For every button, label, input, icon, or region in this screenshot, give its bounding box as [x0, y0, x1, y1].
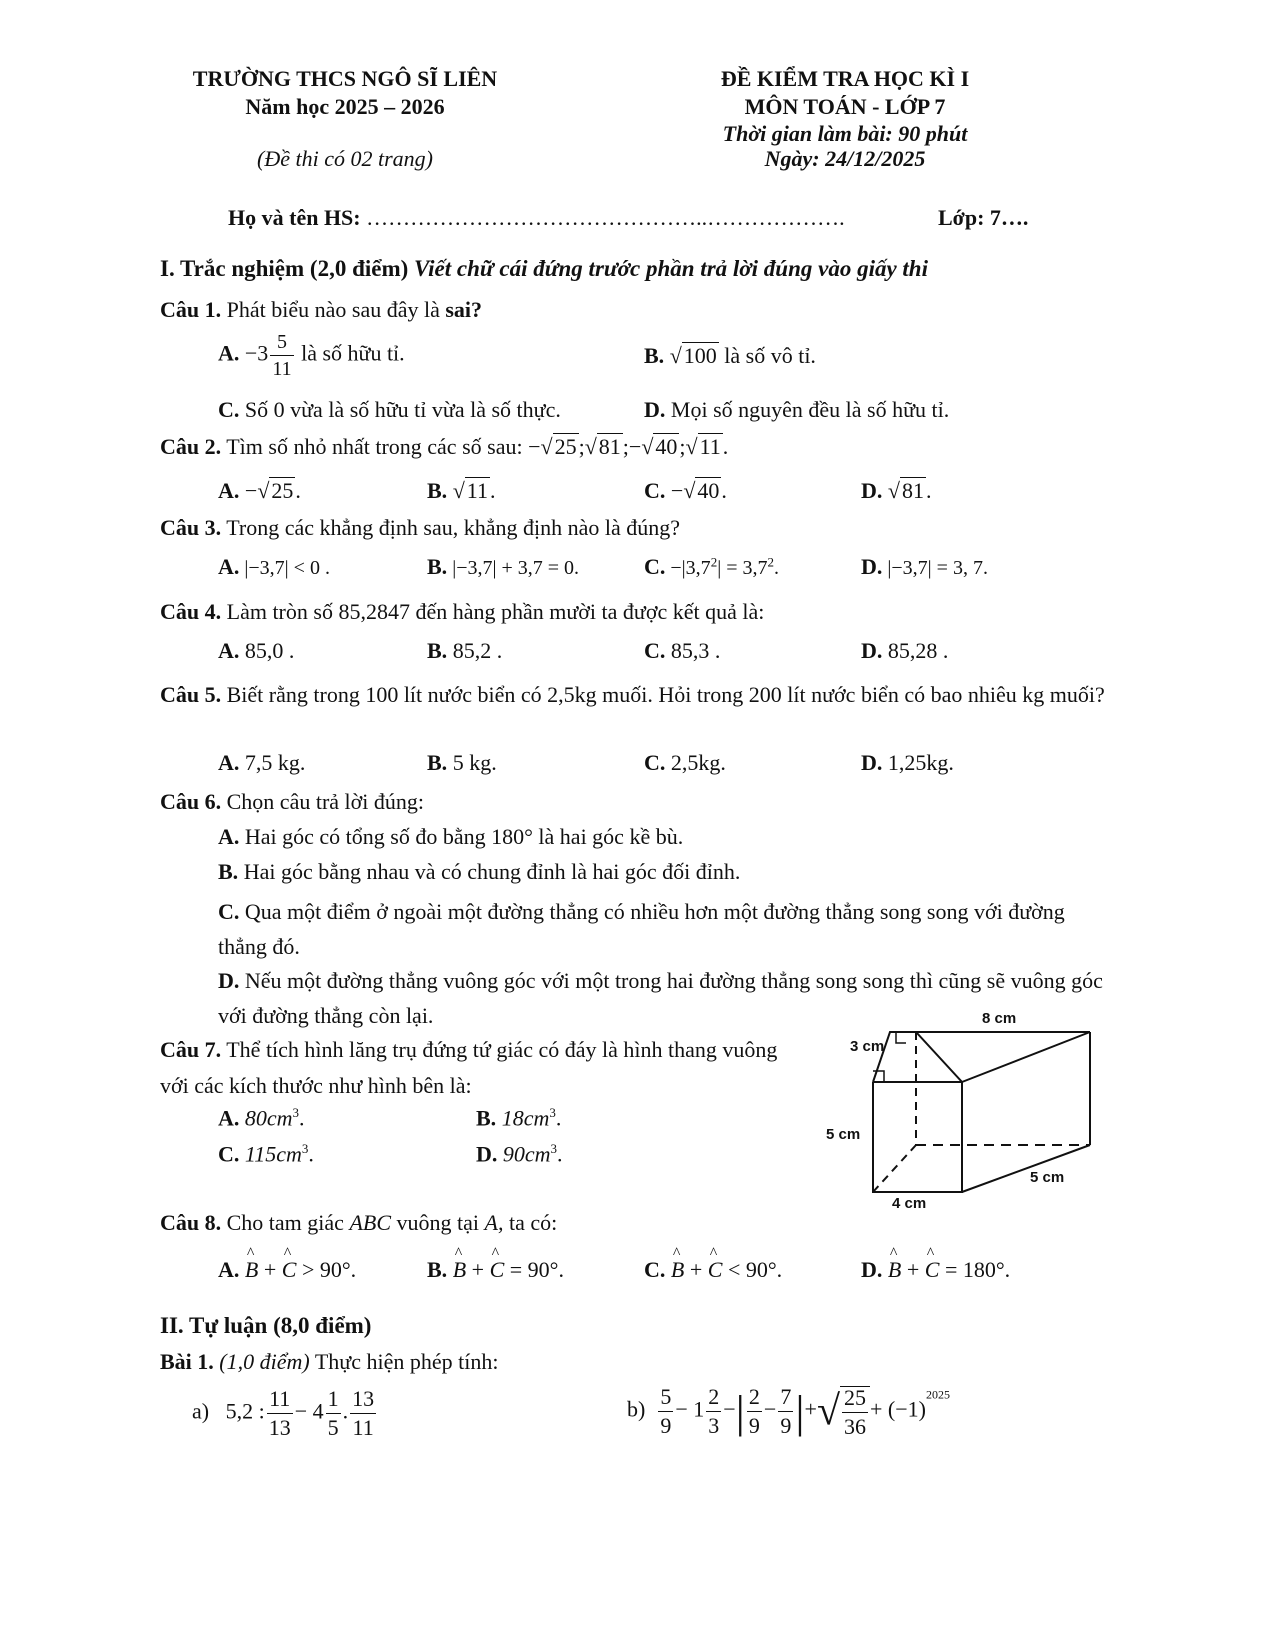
q1-option-a: A. −3 $\frac{5}{11}$ là số hữu tỉ. — [218, 331, 405, 380]
q1-option-b: B. √100 là số vô tỉ. — [644, 343, 816, 368]
prism-figure — [820, 1005, 1110, 1215]
school-name: TRƯỜNG THCS NGÔ SĨ LIÊN — [192, 66, 498, 91]
q6-option-b: B. Hai góc bằng nhau và có chung đỉnh là hai góc đối đỉnh. — [218, 859, 741, 884]
q3-option-d: D. |−3,7| = 3, 7. — [861, 554, 988, 579]
q6-label: Câu 6. — [160, 789, 222, 814]
q5-option-d: D. 1,25kg. — [861, 750, 954, 775]
q3-text: Trong các khẳng định sau, khẳng định nào là đúng? — [226, 515, 681, 540]
q5-option-b: B. 5 kg. — [427, 750, 497, 775]
q7-option-b: B. $18cm^3$. — [476, 1105, 562, 1131]
q4-option-d: D. 85,28 . — [861, 638, 949, 663]
q2-text: Tìm số nhỏ nhất trong các số sau: — [226, 434, 523, 459]
pages-note: (Đề thi có 02 trang) — [257, 146, 433, 171]
q7-stem — [160, 1032, 780, 1104]
q6-option-a: A. Hai góc có tổng số đo bằng 180° là hai góc kề bù. — [218, 824, 684, 849]
q4-stem — [160, 599, 764, 625]
q6-option-d: D. Nếu một đường thẳng vuông góc với một trong hai đường thẳng song song thì cũng sẽ vuông góc với đường thẳng còn lại. — [218, 968, 1103, 1028]
prism-front-face — [873, 1032, 962, 1192]
part1-instruction: Viết chữ cái đứng trước phần trả lời đúng vào giấy thi — [414, 256, 928, 281]
bai1-part-b: b) $\frac{5}{9}$ − 1 $\frac{2}{3}$ −| $\frac{2}{9}$ − $\frac{7}{9}$ |+√ $\frac{25}{36}$ + $(-1)^{2025}$ — [627, 1384, 950, 1439]
q4-option-b: B. 85,2 . — [427, 638, 503, 663]
q7-option-a: A. $80cm^3$. — [218, 1105, 305, 1131]
q3-stem — [160, 515, 680, 541]
school-year: Năm học 2025 – 2026 — [245, 94, 445, 119]
q1-option-c: C. Số 0 vừa là số hữu tỉ vừa là số thực. — [218, 397, 561, 422]
q5-text: Biết rằng trong 100 lít nước biển có 2,5kg muối. Hỏi trong 200 lít nước biển có bao nhiêu kg muối? — [226, 682, 1105, 707]
q1-emph: sai? — [445, 297, 483, 322]
q1-a-text: là số hữu tỉ. — [301, 340, 405, 366]
fig-label-top: 8 cm — [982, 1010, 1017, 1027]
student-dots: ………………………………………..………………. — [366, 205, 845, 230]
q1-b-text: là số vô tỉ. — [724, 343, 816, 368]
student-label: Họ và tên HS: — [228, 205, 361, 230]
q6-text: Chọn câu trả lời đúng: — [226, 789, 425, 814]
class-label: Lớp: 7…. — [938, 205, 1029, 230]
fig-label-height: 5 cm — [826, 1126, 861, 1143]
q1-label: Câu 1. — [160, 297, 222, 322]
q4-option-c: C. 85,3 . — [644, 638, 721, 663]
fig-label-bottom: 4 cm — [892, 1195, 927, 1212]
q1-text: Phát biểu nào sau đây là — [226, 297, 440, 322]
exam-subject: MÔN TOÁN - LỚP 7 — [744, 94, 946, 119]
q8-option-b: B. ^ B + ^ C = 90°. — [427, 1257, 564, 1283]
q1-option-d: D. Mọi số nguyên đều là số hữu tỉ. — [644, 397, 950, 422]
q2-option-a: A. −√25. — [218, 478, 301, 503]
q1-d-text: Mọi số nguyên đều là số hữu tỉ. — [670, 397, 950, 422]
q2-option-c: C. −√40. — [644, 478, 727, 503]
bai1-text: Thực hiện phép tính: — [314, 1349, 499, 1374]
q2-option-b: B. √11. — [427, 478, 496, 503]
q3-option-a: A. |−3,7| < 0 . — [218, 554, 330, 579]
part1-title: I. Trắc nghiệm (2,0 điểm) — [160, 256, 409, 281]
q5-option-c: C. 2,5kg. — [644, 750, 726, 775]
part2-title: II. Tự luận (8,0 điểm) — [160, 1313, 372, 1338]
part1-heading — [160, 256, 928, 282]
q1-stem — [160, 297, 482, 323]
q2-option-d: D. √81. — [861, 478, 932, 503]
bai1-part-a: a) 5,2 : $\frac{11}{13}$ − 4 $\frac{1}{5}$ . $\frac{13}{11}$ — [192, 1386, 375, 1440]
q7-option-c: C. $115cm^3$. — [218, 1141, 314, 1167]
q4-text: Làm tròn số 85,2847 đến hàng phần mười ta được kết quả là: — [226, 599, 765, 624]
bai1-points: (1,0 điểm) — [219, 1349, 310, 1374]
exam-duration: Thời gian làm bài: 90 phút — [722, 121, 968, 146]
q4-option-a: A. 85,0 . — [218, 638, 295, 663]
bai1-label: Bài 1. — [160, 1349, 214, 1374]
q6-stem — [160, 789, 424, 815]
q3-label: Câu 3. — [160, 515, 222, 540]
q8-option-a: A. ^ B + ^ C > 90°. — [218, 1257, 356, 1283]
fig-label-left-top: 3 cm — [850, 1038, 885, 1055]
student-name-line — [228, 205, 845, 231]
bai1-heading — [160, 1349, 498, 1375]
q4-label: Câu 4. — [160, 599, 222, 624]
q5-label: Câu 5. — [160, 682, 222, 707]
q7-text: Thể tích hình lăng trụ đứng tứ giác có đáy là hình thang vuông với các kích thước như hình bên là: — [160, 1037, 778, 1098]
q8-label: Câu 8. — [160, 1210, 222, 1235]
q6-option-c: C. Qua một điểm ở ngoài một đường thẳng có nhiều hơn một đường thẳng song song với đường thẳng đó. — [218, 899, 1065, 959]
q8-option-c: C. ^ B + ^ C < 90°. — [644, 1257, 782, 1283]
q7-label: Câu 7. — [160, 1037, 222, 1062]
q5-option-a: A. 7,5 kg. — [218, 750, 306, 775]
q5-stem — [160, 676, 1110, 714]
q3-option-b: B. |−3,7| + 3,7 = 0. — [427, 554, 580, 579]
q2-label: Câu 2. — [160, 434, 222, 459]
exam-title: ĐỀ KIỂM TRA HỌC KÌ I — [720, 66, 970, 91]
q8-option-d: D. ^ B + ^ C = 180°. — [861, 1257, 1010, 1283]
q1-c-text: Số 0 vừa là số hữu tỉ vừa là số thực. — [244, 397, 561, 422]
exam-date: Ngày: 24/12/2025 — [764, 146, 926, 171]
fig-label-depth: 5 cm — [1030, 1169, 1065, 1186]
q2-stem: Câu 2. Tìm số nhỏ nhất trong các số sau: −√25;√81;−√40;√11. — [160, 434, 729, 459]
q8-stem: Câu 8. Cho tam giác ABC vuông tại A, ta có: — [160, 1210, 558, 1235]
q7-option-d: D. $90cm^3$. — [476, 1141, 563, 1167]
q3-option-c: C. $-|3,7^2| = 3,7^2$. — [644, 554, 779, 579]
